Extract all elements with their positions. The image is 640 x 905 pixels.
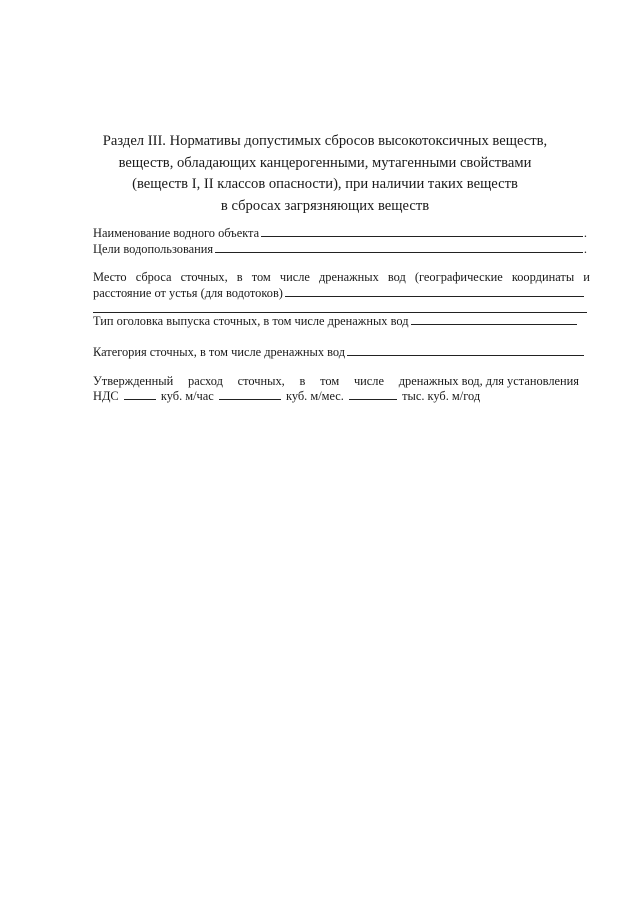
period-mark: . bbox=[583, 226, 587, 240]
water-body-label: Наименование водного объекта bbox=[93, 226, 260, 240]
discharge-place-row-2 bbox=[93, 285, 584, 301]
water-body-field[interactable] bbox=[261, 225, 583, 237]
flow-per-year-field[interactable] bbox=[349, 388, 397, 400]
nds-label: НДС bbox=[93, 389, 119, 403]
outlet-type-row bbox=[93, 313, 577, 329]
heading-line-4: в сбросах загрязняющих веществ bbox=[220, 197, 430, 214]
water-use-purpose-label: Цели водопользования bbox=[93, 242, 214, 256]
discharge-word: и bbox=[583, 270, 590, 284]
discharge-word: том bbox=[251, 270, 271, 284]
approved-flow-row bbox=[93, 374, 579, 389]
flow-word: сточных, bbox=[237, 374, 285, 388]
outlet-type-field[interactable] bbox=[411, 313, 578, 325]
flow-per-month-field[interactable] bbox=[219, 388, 281, 400]
discharge-word: числе bbox=[279, 270, 310, 284]
outlet-type-label: Тип оголовка выпуска сточных, в том числе дренажных вод bbox=[93, 314, 409, 328]
flow-word: дренажных вод, для установления bbox=[398, 374, 579, 388]
discharge-word: (географические bbox=[414, 270, 503, 284]
flow-word: числе bbox=[353, 374, 384, 388]
discharge-word: сточных, bbox=[180, 270, 228, 284]
period-mark: . bbox=[583, 242, 587, 256]
heading-line-2: веществ, обладающих канцерогенными, мутагенными свойствами bbox=[118, 154, 532, 171]
discharge-word: координаты bbox=[511, 270, 575, 284]
flow-word: в bbox=[299, 374, 306, 388]
discharge-place-field[interactable] bbox=[285, 285, 584, 297]
discharge-word: в bbox=[236, 270, 243, 284]
wastewater-category-row bbox=[93, 344, 584, 360]
water-body-row bbox=[93, 225, 587, 241]
heading-line-1: Раздел III. Нормативы допустимых сбросов высокотоксичных веществ, bbox=[102, 133, 548, 149]
discharge-word: вод bbox=[387, 270, 406, 284]
heading-line-3: (веществ I, II классов опасности), при наличии таких веществ bbox=[132, 176, 518, 192]
discharge-word: дренажных bbox=[318, 270, 379, 284]
flow-word: том bbox=[320, 374, 340, 388]
wastewater-category-field[interactable] bbox=[347, 344, 584, 356]
wastewater-category-label: Категория сточных, в том числе дренажных вод bbox=[93, 345, 346, 359]
discharge-word: Место bbox=[93, 270, 127, 284]
section-heading bbox=[60, 131, 590, 217]
river-mouth-distance-label: расстояние от устья (для водотоков) bbox=[93, 286, 283, 300]
unit-per-hour: куб. м/час bbox=[160, 389, 214, 403]
flow-word: Утвержденный bbox=[93, 374, 174, 388]
discharge-place-row-1 bbox=[93, 270, 590, 285]
unit-per-year: тыс. куб. м/год bbox=[402, 389, 481, 403]
water-use-purpose-field[interactable] bbox=[215, 241, 583, 253]
unit-per-month: куб. м/мес. bbox=[286, 389, 344, 403]
flow-per-hour-field[interactable] bbox=[124, 388, 156, 400]
flow-word: расход bbox=[188, 374, 223, 388]
nds-row bbox=[93, 388, 593, 404]
discharge-word: сброса bbox=[135, 270, 172, 284]
water-use-row bbox=[93, 241, 587, 257]
